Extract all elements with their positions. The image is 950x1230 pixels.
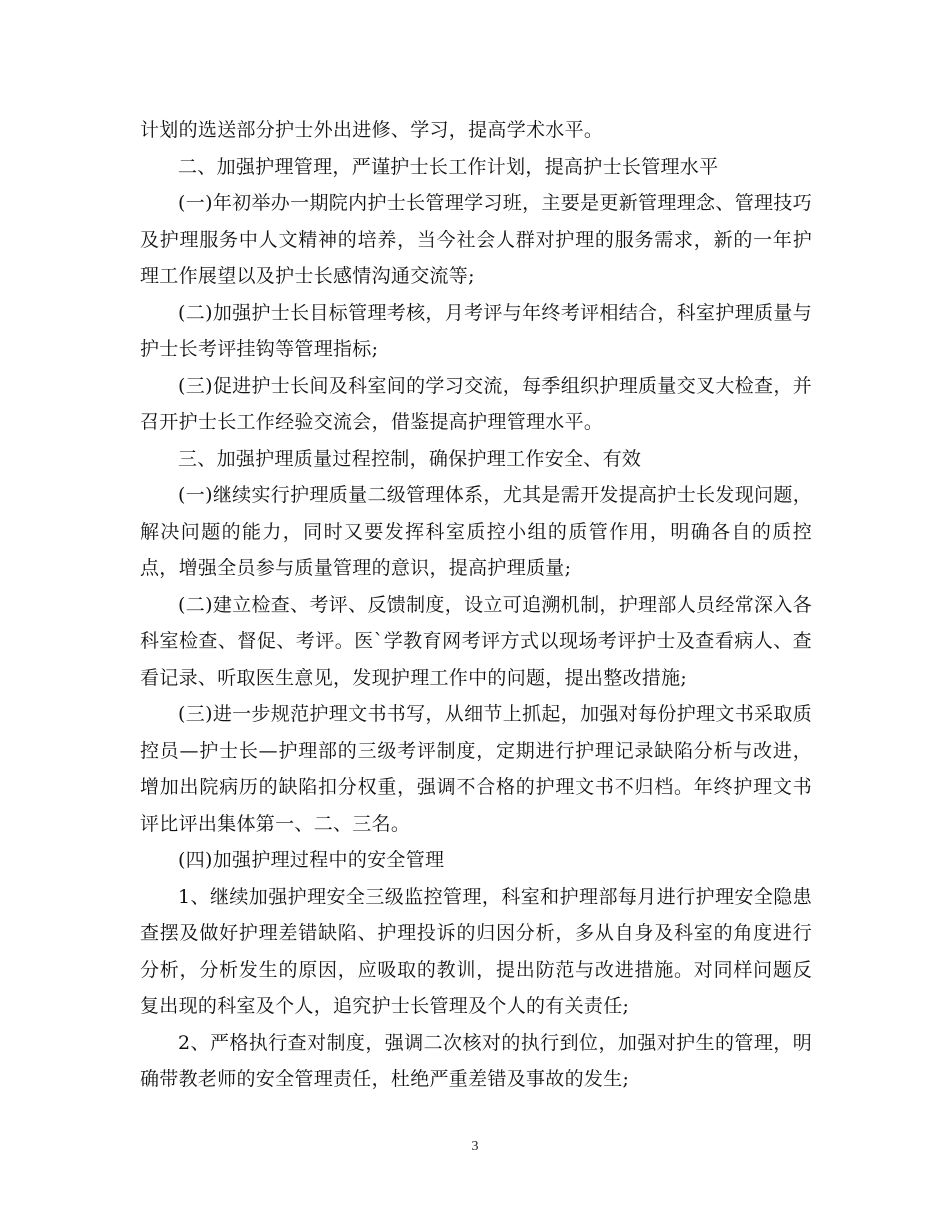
paragraph-3-3: (三)进一步规范护理文书书写，从细节上抓起，加强对每份护理文书采取质控员—护士长—护理部的三级考评制度，定期进行护理记录缺陷分析与改进，增加出院病历的缺陷扣分权重，强调不合格的护理文书不归档。年终护理文书评比评出集体第一、二、三名。 — [140, 703, 812, 835]
paragraph-2-1: (一)年初举办一期院内护士长管理学习班，主要是更新管理理念、管理技巧及护理服务中人文精神的培养，当今社会人群对护理的服务需求，新的一年护理工作展望以及护士长感情沟通交流等; — [140, 192, 812, 287]
section-heading-3: 三、加强护理质量过程控制，确保护理工作安全、有效 — [178, 447, 642, 470]
subsection-heading-3-4: (四)加强护理过程中的安全管理 — [178, 849, 445, 871]
paragraph-3-4-2: 2、严格执行查对制度，强调二次核对的执行到位，加强对护生的管理，明确带教老师的安全管理责任，杜绝严重差错及事故的发生; — [140, 1031, 812, 1090]
paragraph-3-1: (一)继续实行护理质量二级管理体系，尤其是需开发提高护士长发现问题，解决问题的能力，同时又要发挥科室质控小组的质管作用，明确各自的质控点，增强全员参与质量管理的意识，提高护理质量; — [140, 484, 812, 579]
paragraph-2-3: (三)促进护士长间及科室间的学习交流，每季组织护理质量交叉大检查，并召开护士长工作经验交流会，借鉴提高护理管理水平。 — [140, 374, 812, 433]
paragraph-2-2: (二)加强护士长目标管理考核，月考评与年终考评相结合，科室护理质量与护士长考评挂钩等管理指标; — [140, 301, 812, 360]
page-number: 3 — [471, 1139, 479, 1154]
document-body — [140, 112, 812, 1098]
paragraph-3-2: (二)建立检查、考评、反馈制度，设立可追溯机制，护理部人员经常深入各科室检查、督促、考评。医`学教育网考评方式以现场考评护士及查看病人、查看记录、听取医生意见，发现护理工作中的问题，提出整改措施; — [140, 593, 812, 689]
paragraph-continuation: 计划的选送部分护士外出进修、学习，提高学术水平。 — [140, 119, 604, 141]
paragraph-3-4-1: 1、继续加强护理安全三级监控管理，科室和护理部每月进行护理安全隐患查摆及做好护理差错缺陷、护理投诉的归因分析，多从自身及科室的角度进行分析，分析发生的原因，应吸取的教训，提出防范与改进措施。对同样问题反复出现的科室及个人，追究护士长管理及个人的有关责任; — [140, 885, 812, 1017]
section-heading-2: 二、加强护理管理，严谨护士长工作计划，提高护士长管理水平 — [178, 155, 719, 178]
